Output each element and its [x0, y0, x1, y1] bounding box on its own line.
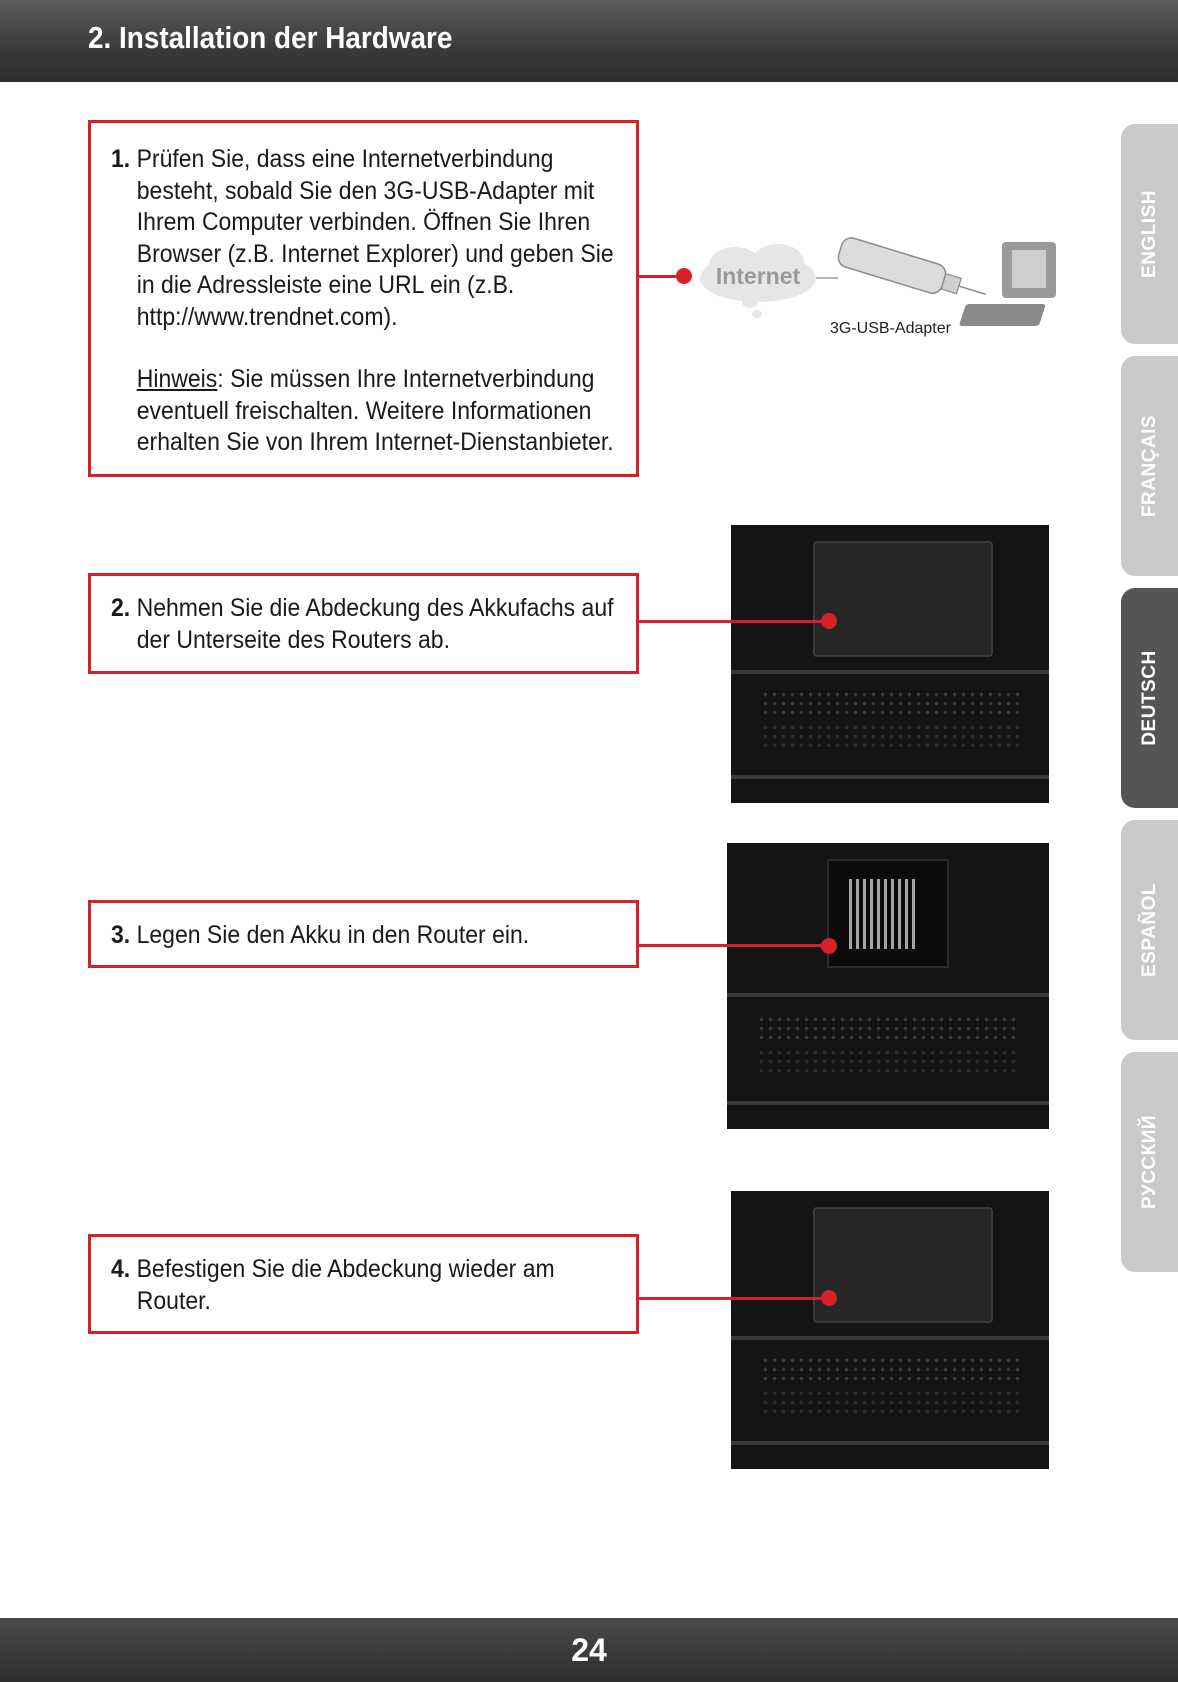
note-line-2: eventuell freischalten. Weitere Informationen	[136, 396, 592, 425]
step-3-box	[88, 900, 639, 968]
tab-deutsch[interactable]: DEUTSCH	[1121, 588, 1178, 808]
usb-adapter-icon	[836, 235, 990, 308]
step-4-connector-dot	[821, 1290, 837, 1306]
step-1-line-2: besteht, sobald Sie den 3G-USB-Adapter mit	[136, 176, 595, 205]
battery-cover	[813, 1207, 993, 1323]
note-line-3: erhalten Sie von Ihrem Internet-Dienstanbieter.	[136, 428, 614, 456]
step-3-connector-dot	[821, 938, 837, 954]
step-2-box	[88, 573, 639, 674]
page-header	[0, 0, 1178, 82]
step-1-line-6: http://www.trendnet.com).	[136, 302, 398, 331]
adapter-caption: 3G-USB-Adapter	[830, 320, 951, 337]
tab-francais[interactable]: FRANÇAIS	[1121, 356, 1178, 576]
router-photo-battery-inserted	[727, 843, 1049, 1129]
page-footer	[0, 1618, 1178, 1682]
step-1-box	[88, 120, 639, 477]
step-1-line-1: 1. Prüfen Sie, dass eine Internetverbindung	[111, 145, 554, 173]
step-number: 2.	[111, 594, 131, 622]
step-4-connector	[639, 1297, 829, 1300]
battery-cover	[813, 541, 993, 657]
step-2-line-2: der Unterseite des Routers ab.	[136, 625, 450, 654]
step-3-connector	[639, 944, 829, 947]
tab-russian[interactable]: РУССКИЙ	[1121, 1052, 1178, 1272]
battery	[827, 859, 949, 968]
page-title: 2. Installation der Hardware	[88, 20, 453, 55]
tab-english[interactable]: ENGLISH	[1121, 124, 1178, 344]
step-number: 4.	[111, 1255, 131, 1283]
computer-icon	[959, 242, 1056, 326]
step-number: 3.	[111, 921, 131, 949]
step-4-box	[88, 1234, 639, 1334]
note-line-1: Hinweis: Sie müssen Ihre Internetverbindung	[136, 365, 595, 393]
step-2-connector	[639, 620, 829, 623]
step-4-line-2: Router.	[136, 1286, 211, 1315]
step-1-line-4: Browser (z.B. Internet Explorer) und geben Sie	[136, 239, 614, 268]
page-number: 24	[571, 1632, 607, 1668]
router-photo-cover-removed	[731, 525, 1049, 803]
tab-espanol[interactable]: ESPAÑOL	[1121, 820, 1178, 1040]
note-label: Hinweis	[136, 365, 218, 393]
step-2-connector-dot	[821, 613, 837, 629]
step-number: 1.	[111, 145, 131, 173]
router-photo-cover-attached	[731, 1191, 1049, 1469]
step-1-line-3: Ihrem Computer verbinden. Öffnen Sie Ihren	[136, 208, 591, 236]
step-1-line-5: in die Adressleiste eine URL ein (z.B.	[136, 271, 515, 299]
step-3-line-1: 3. Legen Sie den Akku in den Router ein.	[111, 921, 530, 949]
cloud-label: Internet	[715, 263, 801, 289]
step-2-line-1: 2. Nehmen Sie die Abdeckung des Akkufachs auf	[111, 594, 614, 622]
step-4-line-1: 4. Befestigen Sie die Abdeckung wieder am	[111, 1255, 555, 1283]
